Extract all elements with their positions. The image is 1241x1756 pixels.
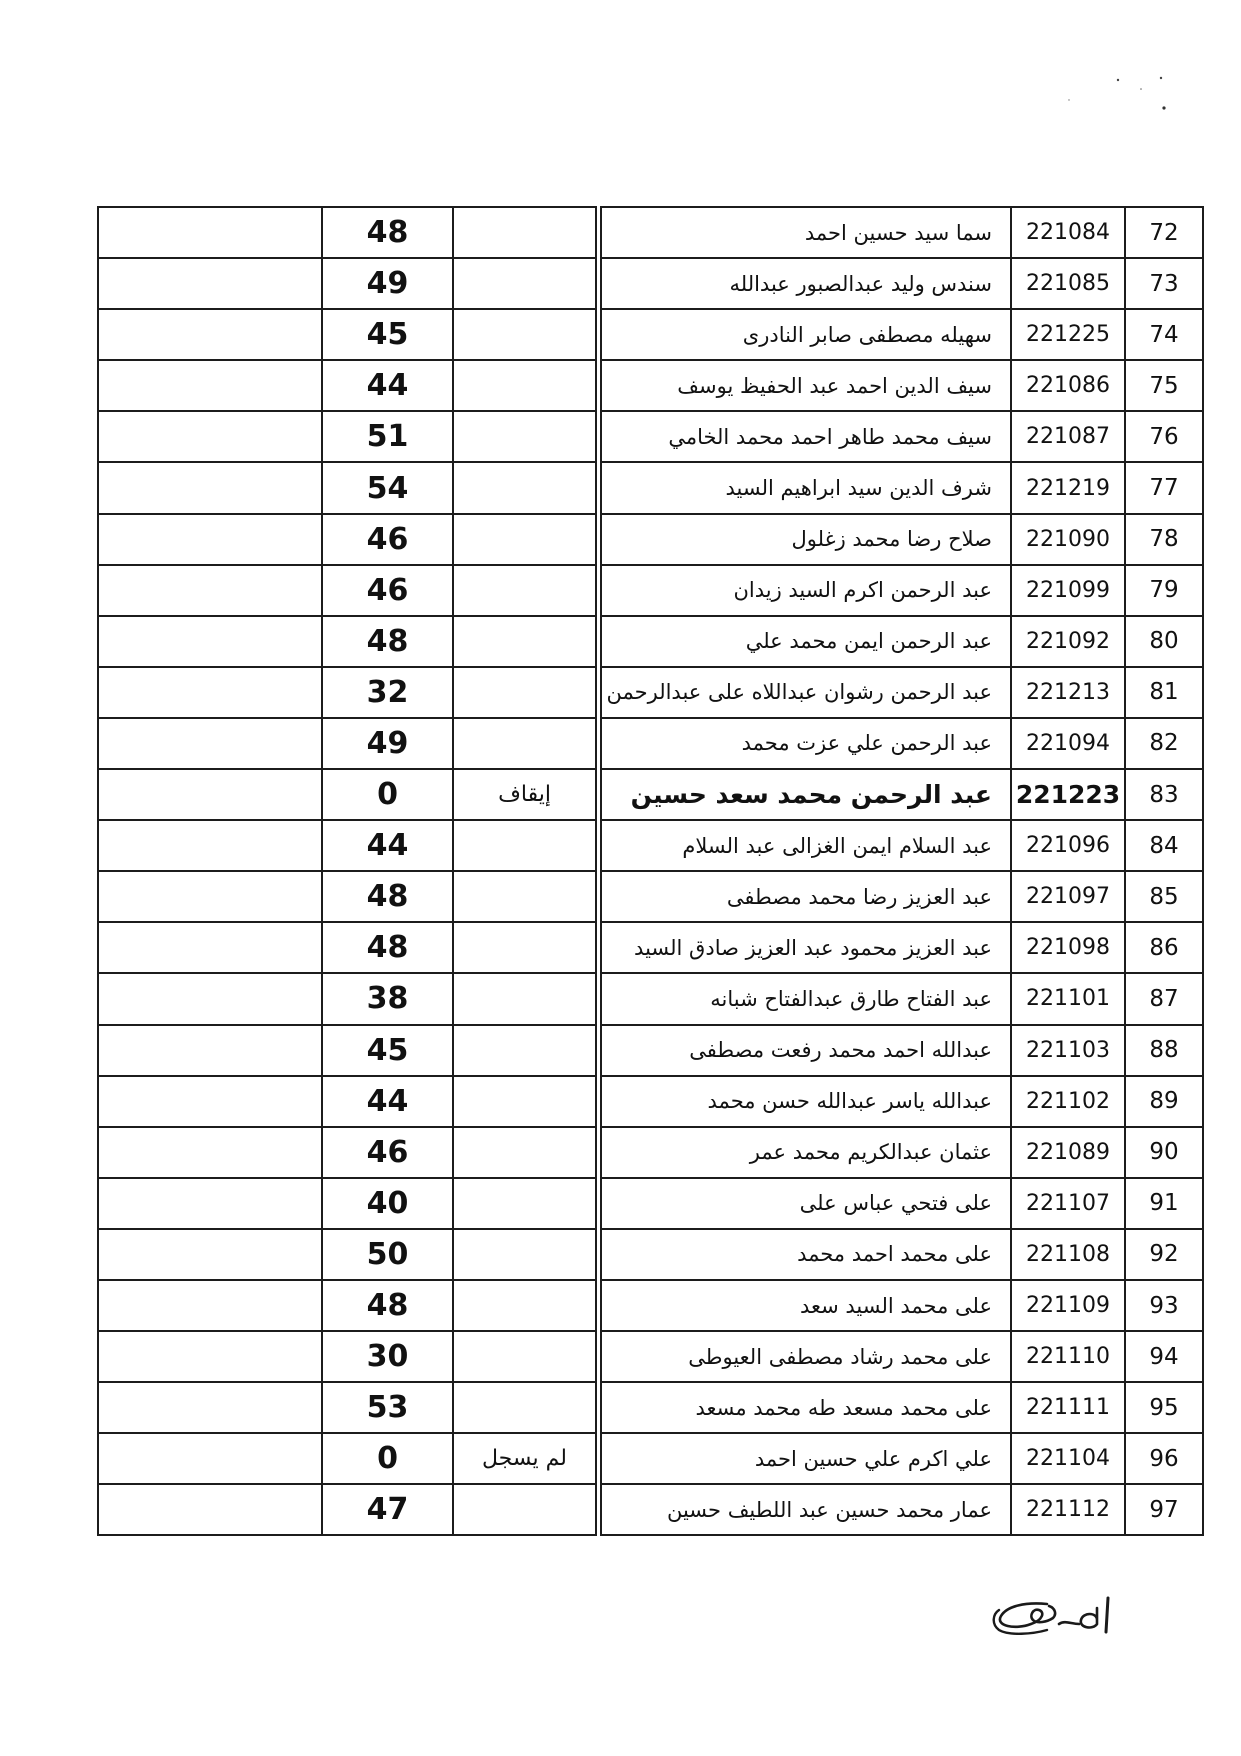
student-name-cell: سندس وليد عبدالصبور عبدالله — [601, 258, 1011, 309]
note-cell — [453, 667, 596, 718]
table-row — [98, 1382, 1203, 1433]
table-row — [98, 1178, 1203, 1229]
scan-specks — [1060, 62, 1180, 122]
table-row — [98, 1127, 1203, 1178]
score-cell: 53 — [322, 1382, 453, 1433]
row-number-cell: 77 — [1125, 462, 1203, 513]
student-name-cell: عبدالله احمد محمد رفعت مصطفى — [601, 1025, 1011, 1076]
blank-cell — [98, 309, 322, 360]
note-cell — [453, 411, 596, 462]
blank-cell — [98, 207, 322, 258]
blank-cell — [98, 616, 322, 667]
table-row — [98, 1025, 1203, 1076]
table-row — [98, 667, 1203, 718]
student-code-cell: 221086 — [1011, 360, 1125, 411]
note-cell — [453, 309, 596, 360]
blank-cell — [98, 1229, 322, 1280]
row-number-cell: 87 — [1125, 973, 1203, 1024]
student-code-cell: 221219 — [1011, 462, 1125, 513]
score-cell: 48 — [322, 871, 453, 922]
note-cell — [453, 973, 596, 1024]
blank-cell — [98, 411, 322, 462]
blank-cell — [98, 922, 322, 973]
blank-cell — [98, 514, 322, 565]
row-number-cell: 76 — [1125, 411, 1203, 462]
table-row — [98, 718, 1203, 769]
row-number-cell: 79 — [1125, 565, 1203, 616]
student-name-cell: سيف الدين احمد عبد الحفيظ يوسف — [601, 360, 1011, 411]
blank-cell — [98, 1382, 322, 1433]
row-number-cell: 75 — [1125, 360, 1203, 411]
note-cell — [453, 1127, 596, 1178]
student-name-cell: على محمد احمد محمد — [601, 1229, 1011, 1280]
student-code-cell: 221089 — [1011, 1127, 1125, 1178]
blank-cell — [98, 1331, 322, 1382]
student-name-cell: صلاح رضا محمد زغلول — [601, 514, 1011, 565]
table-row — [98, 207, 1203, 258]
row-number-cell: 92 — [1125, 1229, 1203, 1280]
blank-cell — [98, 667, 322, 718]
table-row — [98, 871, 1203, 922]
student-code-cell: 221223 — [1011, 769, 1125, 820]
blank-cell — [98, 360, 322, 411]
grades-table-body — [98, 207, 1203, 1535]
row-number-cell: 73 — [1125, 258, 1203, 309]
student-code-cell: 221098 — [1011, 922, 1125, 973]
score-cell: 48 — [322, 922, 453, 973]
row-number-cell: 81 — [1125, 667, 1203, 718]
student-code-cell: 221094 — [1011, 718, 1125, 769]
note-cell: لم يسجل — [453, 1433, 596, 1484]
student-name-cell: شرف الدين سيد ابراهيم السيد — [601, 462, 1011, 513]
student-code-cell: 221108 — [1011, 1229, 1125, 1280]
score-cell: 45 — [322, 1025, 453, 1076]
student-code-cell: 221112 — [1011, 1484, 1125, 1535]
student-code-cell: 221084 — [1011, 207, 1125, 258]
blank-cell — [98, 769, 322, 820]
table-row — [98, 411, 1203, 462]
student-code-cell: 221101 — [1011, 973, 1125, 1024]
blank-cell — [98, 1433, 322, 1484]
score-cell: 46 — [322, 514, 453, 565]
score-cell: 44 — [322, 820, 453, 871]
note-cell — [453, 1076, 596, 1127]
student-code-cell: 221092 — [1011, 616, 1125, 667]
student-name-cell: سهيله مصطفى صابر النادرى — [601, 309, 1011, 360]
row-number-cell: 97 — [1125, 1484, 1203, 1535]
row-number-cell: 72 — [1125, 207, 1203, 258]
student-code-cell: 221102 — [1011, 1076, 1125, 1127]
student-name-cell: عبد الرحمن رشوان عبداللاه على عبدالرحمن — [601, 667, 1011, 718]
score-cell: 38 — [322, 973, 453, 1024]
student-name-cell: عبد السلام ايمن الغزالى عبد السلام — [601, 820, 1011, 871]
row-number-cell: 91 — [1125, 1178, 1203, 1229]
blank-cell — [98, 462, 322, 513]
note-cell — [453, 1280, 596, 1331]
table-row — [98, 309, 1203, 360]
row-number-cell: 88 — [1125, 1025, 1203, 1076]
row-number-cell: 85 — [1125, 871, 1203, 922]
score-cell: 44 — [322, 1076, 453, 1127]
table-row — [98, 1484, 1203, 1535]
note-cell — [453, 1484, 596, 1535]
student-code-cell: 221110 — [1011, 1331, 1125, 1382]
row-number-cell: 94 — [1125, 1331, 1203, 1382]
table-row — [98, 514, 1203, 565]
row-number-cell: 95 — [1125, 1382, 1203, 1433]
blank-cell — [98, 1178, 322, 1229]
score-cell: 30 — [322, 1331, 453, 1382]
note-cell — [453, 820, 596, 871]
blank-cell — [98, 258, 322, 309]
student-name-cell: على محمد السيد سعد — [601, 1280, 1011, 1331]
student-name-cell: على فتحي عباس على — [601, 1178, 1011, 1229]
score-cell: 49 — [322, 718, 453, 769]
student-name-cell: على محمد مسعد طه محمد مسعد — [601, 1382, 1011, 1433]
student-name-cell: عبد الرحمن محمد سعد حسين — [601, 769, 1011, 820]
note-cell — [453, 1178, 596, 1229]
score-cell: 46 — [322, 1127, 453, 1178]
table-row — [98, 1331, 1203, 1382]
blank-cell — [98, 820, 322, 871]
note-cell — [453, 360, 596, 411]
row-number-cell: 78 — [1125, 514, 1203, 565]
student-code-cell: 221103 — [1011, 1025, 1125, 1076]
score-cell: 46 — [322, 565, 453, 616]
table-row — [98, 360, 1203, 411]
student-code-cell: 221099 — [1011, 565, 1125, 616]
score-cell: 0 — [322, 1433, 453, 1484]
row-number-cell: 83 — [1125, 769, 1203, 820]
score-cell: 47 — [322, 1484, 453, 1535]
score-cell: 44 — [322, 360, 453, 411]
handwritten-signature-icon — [985, 1590, 1115, 1640]
student-name-cell: عبد الرحمن اكرم السيد زيدان — [601, 565, 1011, 616]
table-row — [98, 973, 1203, 1024]
note-cell — [453, 514, 596, 565]
table-row — [98, 820, 1203, 871]
blank-cell — [98, 871, 322, 922]
student-name-cell: عبد الرحمن علي عزت محمد — [601, 718, 1011, 769]
student-code-cell: 221087 — [1011, 411, 1125, 462]
note-cell — [453, 1331, 596, 1382]
note-cell — [453, 462, 596, 513]
score-cell: 51 — [322, 411, 453, 462]
blank-cell — [98, 1025, 322, 1076]
note-cell — [453, 207, 596, 258]
student-name-cell: عبد الفتاح طارق عبدالفتاح شبانه — [601, 973, 1011, 1024]
student-name-cell: سيف محمد طاهر احمد محمد الخامي — [601, 411, 1011, 462]
student-name-cell: عبد الرحمن ايمن محمد علي — [601, 616, 1011, 667]
blank-cell — [98, 1076, 322, 1127]
row-number-cell: 96 — [1125, 1433, 1203, 1484]
table-row — [98, 1229, 1203, 1280]
blank-cell — [98, 1127, 322, 1178]
row-number-cell: 82 — [1125, 718, 1203, 769]
table-row — [98, 769, 1203, 820]
score-cell: 32 — [322, 667, 453, 718]
student-name-cell: على محمد رشاد مصطفى العيوطى — [601, 1331, 1011, 1382]
student-name-cell: عبد العزيز محمود عبد العزيز صادق السيد — [601, 922, 1011, 973]
student-code-cell: 221090 — [1011, 514, 1125, 565]
score-cell: 45 — [322, 309, 453, 360]
student-code-cell: 221111 — [1011, 1382, 1125, 1433]
table-row — [98, 1280, 1203, 1331]
row-number-cell: 89 — [1125, 1076, 1203, 1127]
table-row — [98, 616, 1203, 667]
score-cell: 48 — [322, 616, 453, 667]
row-number-cell: 90 — [1125, 1127, 1203, 1178]
student-code-cell: 221225 — [1011, 309, 1125, 360]
note-cell — [453, 1025, 596, 1076]
student-code-cell: 221096 — [1011, 820, 1125, 871]
table-row — [98, 1433, 1203, 1484]
note-cell — [453, 616, 596, 667]
student-name-cell: عثمان عبدالكريم محمد عمر — [601, 1127, 1011, 1178]
student-code-cell: 221097 — [1011, 871, 1125, 922]
student-name-cell: عمار محمد حسين عبد اللطيف حسين — [601, 1484, 1011, 1535]
blank-cell — [98, 1484, 322, 1535]
score-cell: 49 — [322, 258, 453, 309]
note-cell — [453, 1229, 596, 1280]
note-cell: إيقاف — [453, 769, 596, 820]
note-cell — [453, 1382, 596, 1433]
row-number-cell: 80 — [1125, 616, 1203, 667]
blank-cell — [98, 973, 322, 1024]
note-cell — [453, 718, 596, 769]
student-name-cell: علي اكرم علي حسين احمد — [601, 1433, 1011, 1484]
score-cell: 48 — [322, 1280, 453, 1331]
row-number-cell: 84 — [1125, 820, 1203, 871]
student-code-cell: 221085 — [1011, 258, 1125, 309]
row-number-cell: 86 — [1125, 922, 1203, 973]
note-cell — [453, 922, 596, 973]
note-cell — [453, 565, 596, 616]
student-code-cell: 221107 — [1011, 1178, 1125, 1229]
score-cell: 48 — [322, 207, 453, 258]
table-row — [98, 922, 1203, 973]
student-name-cell: سما سيد حسين احمد — [601, 207, 1011, 258]
note-cell — [453, 871, 596, 922]
blank-cell — [98, 1280, 322, 1331]
table-row — [98, 258, 1203, 309]
student-code-cell: 221109 — [1011, 1280, 1125, 1331]
row-number-cell: 74 — [1125, 309, 1203, 360]
score-cell: 54 — [322, 462, 453, 513]
blank-cell — [98, 718, 322, 769]
score-cell: 50 — [322, 1229, 453, 1280]
table-row — [98, 565, 1203, 616]
note-cell — [453, 258, 596, 309]
blank-cell — [98, 565, 322, 616]
student-name-cell: عبد العزيز رضا محمد مصطفى — [601, 871, 1011, 922]
student-name-cell: عبدالله ياسر عبدالله حسن محمد — [601, 1076, 1011, 1127]
table-row — [98, 1076, 1203, 1127]
student-code-cell: 221104 — [1011, 1433, 1125, 1484]
grades-table — [97, 206, 1204, 1536]
row-number-cell: 93 — [1125, 1280, 1203, 1331]
score-cell: 40 — [322, 1178, 453, 1229]
score-cell: 0 — [322, 769, 453, 820]
student-code-cell: 221213 — [1011, 667, 1125, 718]
table-row — [98, 462, 1203, 513]
